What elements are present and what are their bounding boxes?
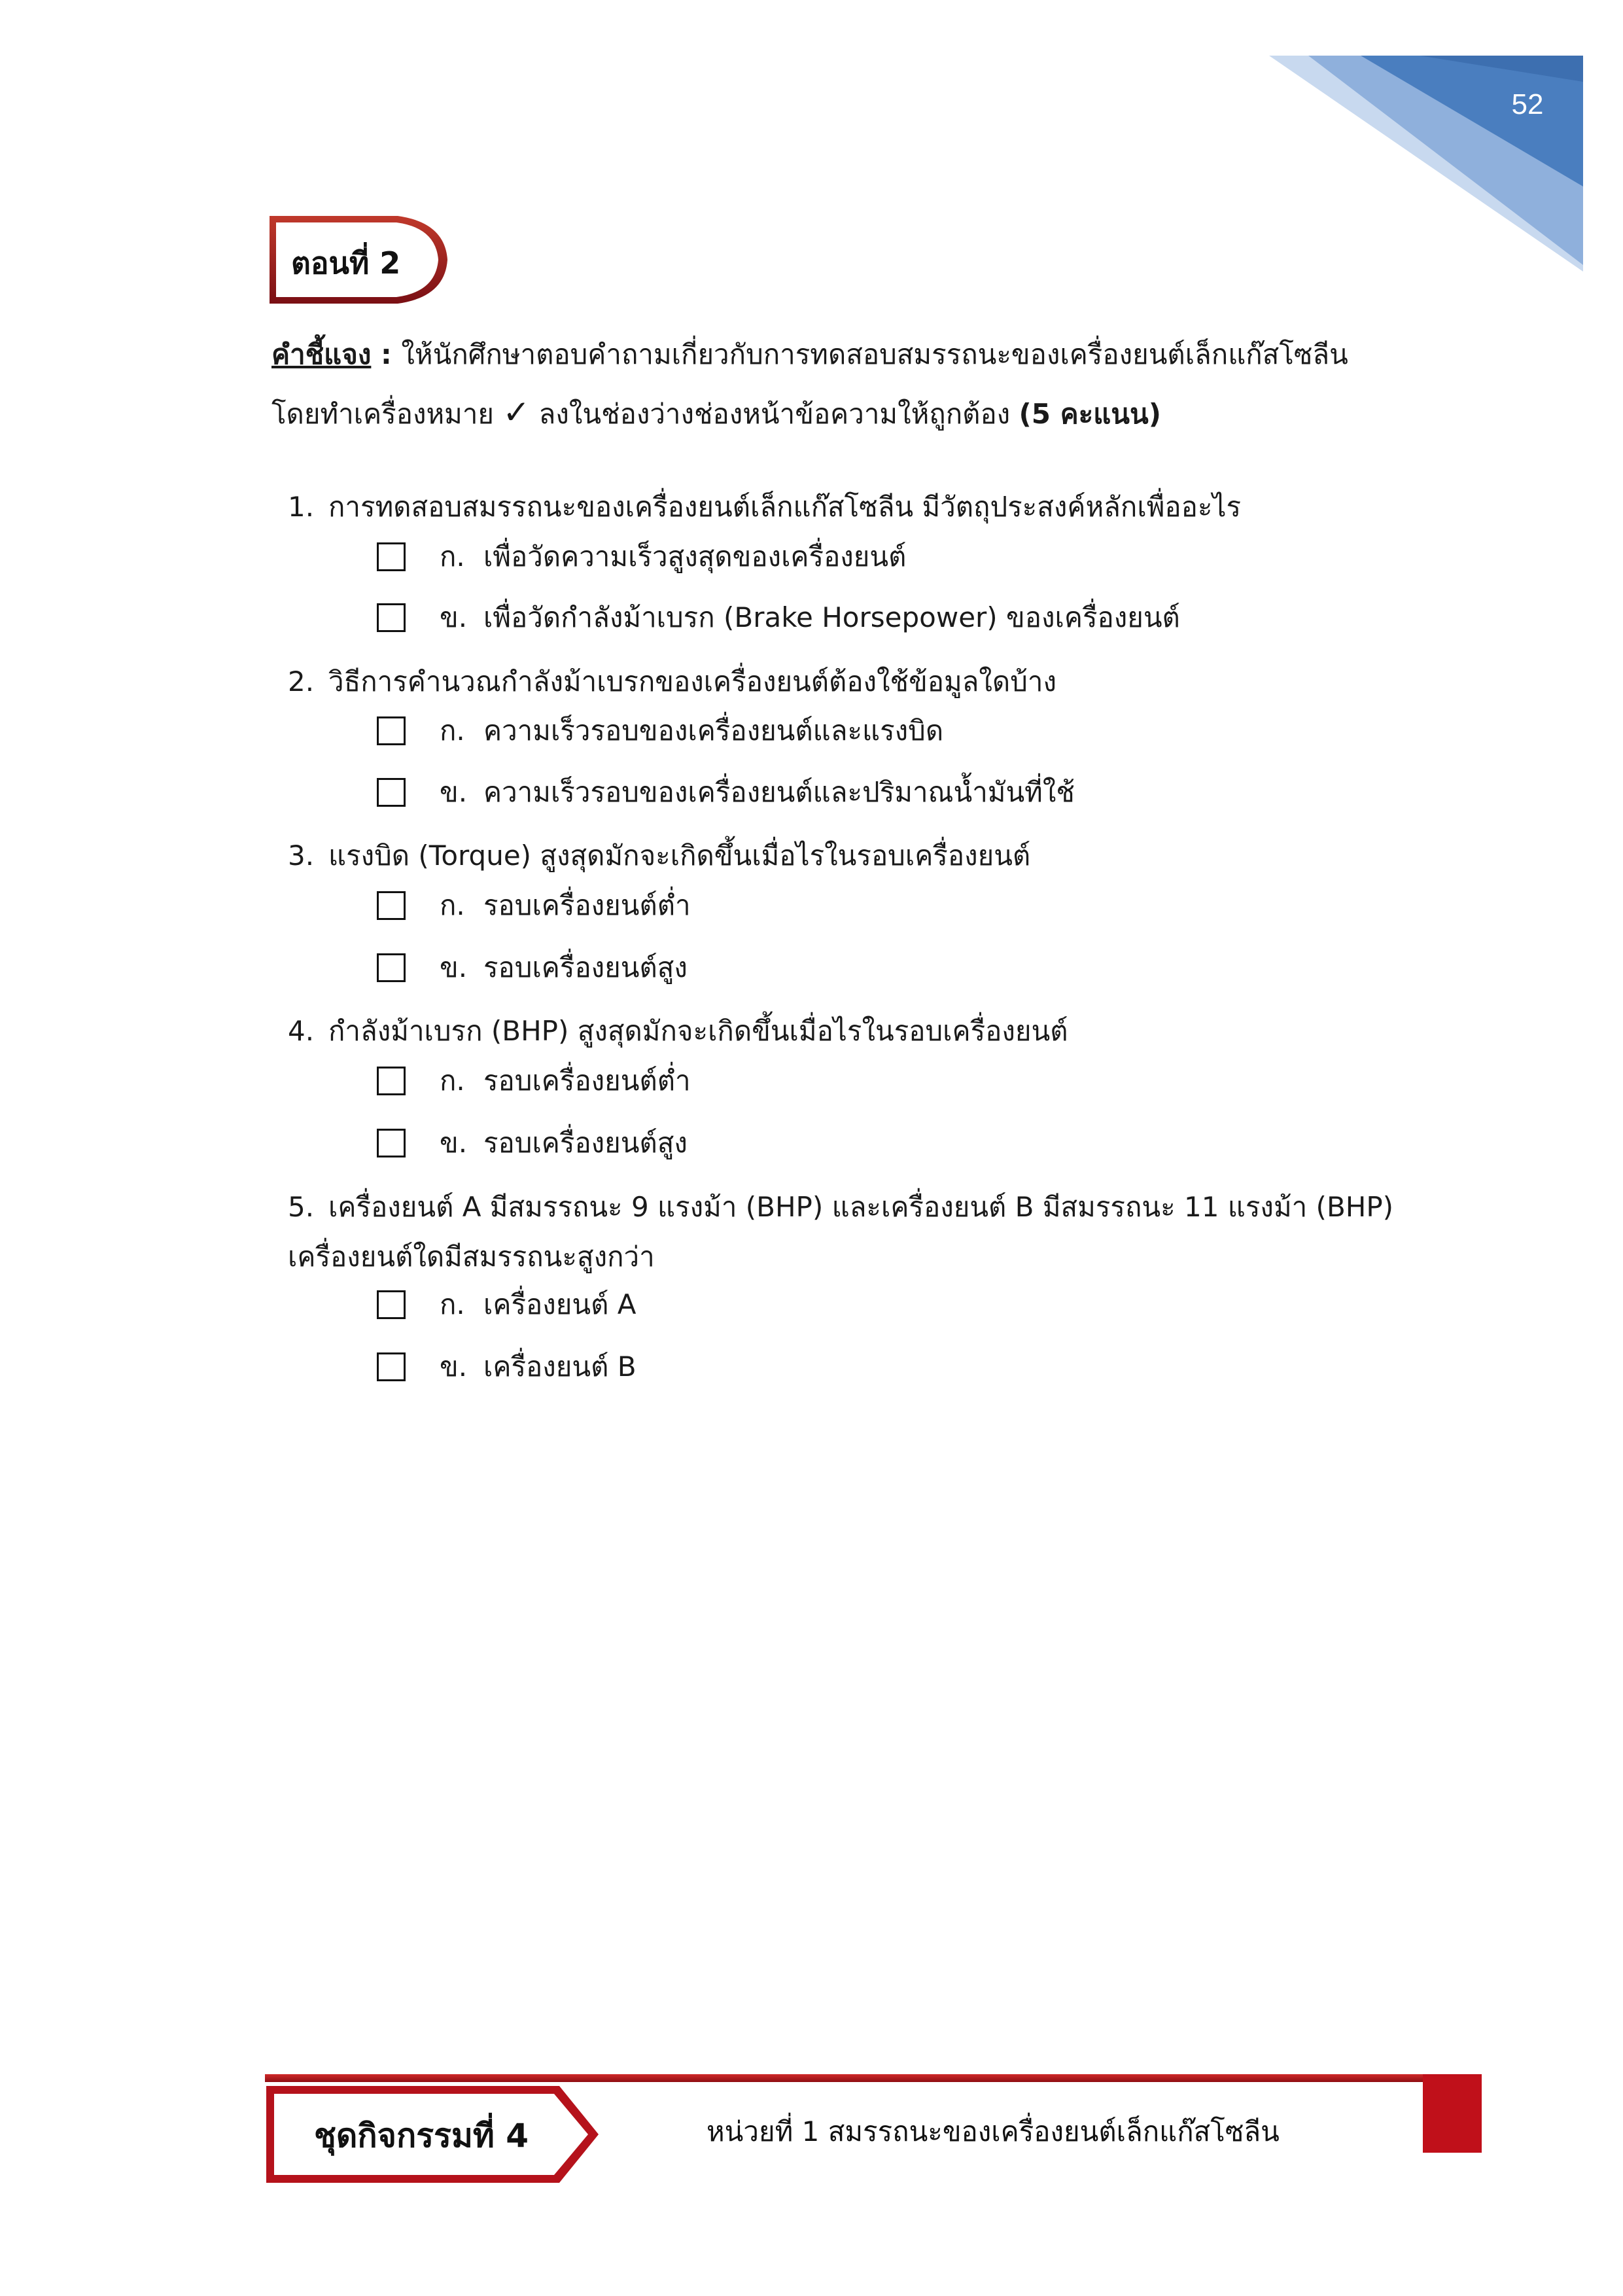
option-letter: ข. [440, 1127, 468, 1159]
checkbox[interactable] [377, 1290, 406, 1319]
question-2 [288, 662, 1056, 701]
question-text: เครื่องยนต์ A มีสมรรถนะ 9 แรงม้า (BHP) และเครื่องยนต์ B มีสมรรถนะ 11 แรงม้า (BHP) [328, 1191, 1394, 1223]
checkbox[interactable] [377, 778, 406, 807]
option-text: รอบเครื่องยนต์ต่ำ [483, 889, 691, 921]
instructions-line-1 [271, 335, 1384, 374]
option-letter: ก. [440, 1288, 465, 1320]
question-1 [288, 487, 1241, 527]
instructions-heading: คำชี้แจง [271, 338, 372, 370]
option-letter: ก. [440, 1065, 465, 1097]
instructions-suffix: ลงในช่องว่างช่องหน้าข้อความให้ถูกต้อง [530, 398, 1019, 430]
unit-title: หน่วยที่ 1 สมรรถนะของเครื่องยนต์เล็กแก๊สโซลีน [707, 2115, 1280, 2147]
checkbox[interactable] [377, 1129, 406, 1157]
option-letter: ก. [440, 540, 465, 573]
option-letter: ข. [440, 601, 468, 633]
instructions-colon: : [371, 338, 402, 370]
question-3 [288, 836, 1030, 875]
question-number: 3. [288, 839, 315, 872]
activity-label: ชุดกิจกรรมที่ 4 [314, 2117, 529, 2155]
section-label: ตอนที่ 2 [291, 245, 401, 281]
option-text: ความเร็วรอบของเครื่องยนต์และปริมาณน้ำมันที่ใช้ [483, 776, 1075, 808]
question-text: การทดสอบสมรรถนะของเครื่องยนต์เล็กแก๊สโซลีน มีวัตถุประสงค์หลักเพื่ออะไร [328, 491, 1242, 523]
instructions-prefix: โดยทำเครื่องหมาย [271, 398, 503, 430]
option-text: เพื่อวัดความเร็วสูงสุดของเครื่องยนต์ [483, 540, 907, 573]
option-text: ความเร็วรอบของเครื่องยนต์และแรงบิด [483, 715, 944, 747]
question-number: 2. [288, 665, 315, 698]
question-number: 5. [288, 1191, 315, 1223]
instructions-text: ให้นักศึกษาตอบคำถามเกี่ยวกับการทดสอบสมรรถนะของเครื่องยนต์เล็กแก๊สโซลีน [401, 338, 1348, 370]
checkmark-icon: ✓ [502, 393, 531, 431]
option-text: เพื่อวัดกำลังม้าเบรก (Brake Horsepower) ของเครื่องยนต์ [483, 601, 1180, 633]
checkbox[interactable] [377, 953, 406, 982]
option-letter: ข. [440, 1351, 468, 1383]
page-number: 52 [1511, 88, 1544, 120]
instructions-line-2 [271, 393, 1384, 434]
question-number: 4. [288, 1015, 315, 1047]
checkbox[interactable] [377, 1067, 406, 1095]
question-text: วิธีการคำนวณกำลังม้าเบรกของเครื่องยนต์ต้องใช้ข้อมูลใดบ้าง [328, 665, 1056, 698]
checkbox[interactable] [377, 716, 406, 745]
checkbox[interactable] [377, 603, 406, 632]
option-text: เครื่องยนต์ B [483, 1351, 637, 1383]
option-text: เครื่องยนต์ A [483, 1288, 637, 1320]
question-5-continued: เครื่องยนต์ใดมีสมรรถนะสูงกว่า [288, 1241, 655, 1273]
checkbox[interactable] [377, 891, 406, 920]
question-4 [288, 1012, 1068, 1051]
option-letter: ข. [440, 776, 468, 808]
option-text: รอบเครื่องยนต์ต่ำ [483, 1065, 691, 1097]
question-number: 1. [288, 491, 315, 523]
question-text: กำลังม้าเบรก (BHP) สูงสุดมักจะเกิดขึ้นเมื่อไรในรอบเครื่องยนต์ [328, 1015, 1068, 1047]
option-letter: ก. [440, 889, 465, 921]
question-5 [288, 1188, 1393, 1227]
option-text: รอบเครื่องยนต์สูง [483, 1127, 688, 1159]
option-letter: ก. [440, 715, 465, 747]
option-letter: ข. [440, 951, 468, 983]
checkbox[interactable] [377, 1352, 406, 1381]
question-text: แรงบิด (Torque) สูงสุดมักจะเกิดขึ้นเมื่อไรในรอบเครื่องยนต์ [328, 839, 1031, 872]
option-text: รอบเครื่องยนต์สูง [483, 951, 688, 983]
checkbox[interactable] [377, 542, 406, 571]
score-note: (5 คะแนน) [1019, 398, 1161, 430]
